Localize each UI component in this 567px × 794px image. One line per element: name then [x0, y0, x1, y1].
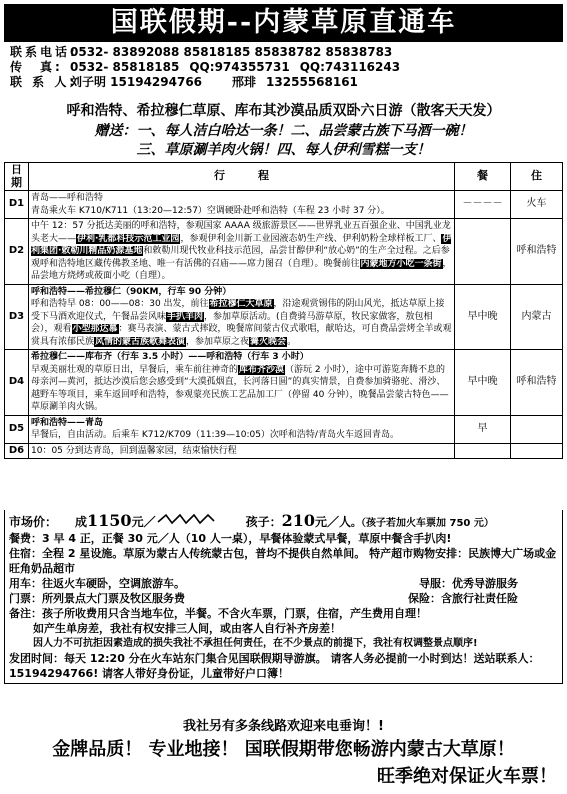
highlight-text: 伊利·乳都科技示范工业园 [77, 233, 180, 244]
header-meals: 餐 [455, 163, 511, 191]
qq1-number: 974355731 [214, 60, 290, 74]
table-row [5, 191, 563, 219]
tel-label: 联系电话: [10, 45, 78, 59]
contact-block [10, 45, 560, 90]
child-note: 。（孩子若加火车票加 750 元） [351, 518, 494, 529]
gift-line-2: 三、草原涮羊肉火锅！四、每人伊利雪糕一支！ [136, 142, 431, 158]
meals-cell: 早中晚 [455, 284, 511, 350]
table-row [5, 350, 563, 416]
stay-cell: 呼和浩特 [511, 350, 563, 416]
highlight-text: 库布齐沙漠 [239, 364, 285, 375]
market-label: 市场价： [9, 515, 58, 529]
stay-cell: 火车 [511, 191, 563, 219]
footer-ticket-guarantee: 旺季绝对保证火车票！ [377, 766, 557, 787]
highlight-text: 风情的蒙古族歌舞表演 [95, 336, 186, 347]
itinerary-line: 10：05 分到达青岛，回到温馨家园，结束愉快行程 [31, 445, 237, 456]
itinerary-text: 早观美丽壮观的草原日出，早餐后，乘车前往神奇的 [31, 364, 239, 375]
person-row [10, 75, 560, 90]
itinerary-line: 早餐后，自由活动。后乘车 K712/K709（11:39—10:05）次呼和浩特/青岛火车返回青岛。 [31, 430, 399, 440]
stay-cell: 内蒙古 [511, 284, 563, 350]
meals-cell: 早 [455, 415, 511, 443]
itinerary-text: ，品尝地方烧烤或莜面小吃（自理）。 [31, 258, 452, 281]
itinerary-cell [29, 443, 455, 459]
itinerary-line: 希拉穆仁——库布齐（行车 3.5 小时）——呼和浩特（行车 3 小时） [31, 352, 309, 362]
depart-info: 发团时间：每天 12:20 分在火车站东门集合见国联假期导游旗。 请客人务必提前一小时到达！送站联系人：15194294766! 请客人带好身份证，儿童带好户口簿！ [9, 652, 540, 680]
itinerary-line: 呼和浩特——希拉穆仁（90KM，行车 90 分钟） [31, 286, 232, 297]
itinerary-cell [29, 219, 455, 285]
gift-line-1: 赠送：一、每人洁白哈达一条！二、品尝蒙古族下马酒一碗！ [94, 123, 473, 139]
stay-line: 住宿：全程 2 星设施。草原为蒙古人传统蒙古包，普均不提供自然单间。 特产超市购物安排：民族博大广场或金旺角奶品超市 [9, 547, 557, 575]
footer-slogan: 金牌品质！ 专业地接！ 国联假期带您畅游内蒙古大草原！ [52, 739, 515, 760]
itinerary-cell [29, 284, 455, 350]
qq1-label: QQ: [189, 60, 215, 74]
table-header-row [5, 163, 563, 191]
itinerary-cell [29, 415, 455, 443]
day-cell: D5 [5, 415, 29, 443]
tel-numbers: 0532- 83892088 85818185 85838782 85838783 [70, 45, 393, 59]
price-row [9, 512, 558, 531]
meals-cell [455, 443, 511, 459]
itinerary-text: （游玩 2 小时），途中可游览奔腾不息的母亲河—黄河，抵达沙漠后您会感受到“大漠孤烟直，长河落日圆”的真实情景，自费参加骑骆驼、滑沙、越野车等项目，乘车返回呼和浩特，参观蒙亮民族工艺品加工厂（停留 40 分钟），晚餐品尝蒙古特色——草原涮羊肉火锅。 [31, 364, 449, 412]
meals-cell [455, 219, 511, 285]
person1: 刘子明 15194294766 [70, 75, 203, 89]
meals-cell: 早中晚 [455, 350, 511, 416]
highlight-text: 手扒羊肉 [167, 311, 204, 322]
notes-line-2: 如产生单房差，我社有权安排三人间，或由客人自行补齐房差！ [33, 622, 341, 635]
insurance-label: 保险：含旅行社责任险 [408, 592, 518, 605]
qq2-label: QQ: [299, 60, 325, 74]
itinerary-cell [29, 350, 455, 416]
person2-label: 邢琲 [232, 75, 257, 89]
transport-guide-row [9, 576, 558, 591]
highlight-text: 小型那达慕 [72, 324, 118, 334]
itinerary-text: ，沿途观赏锡伟的阴山风光，抵达草原上接受下马酒欢迎仪式，午餐品尝风味 [31, 299, 445, 322]
itinerary-line: 青岛乘火车 K710/K711（13:20—12:57）空调硬卧赴呼和浩特（车程 23 小时 37 分）。 [31, 205, 390, 216]
stay-cell: 呼和浩特 [511, 219, 563, 285]
child-unit: 元／人 [315, 515, 352, 529]
market-prefix: 成 [75, 515, 88, 529]
person-label: 联 系 人: [10, 75, 78, 89]
fax-label: 传 真: [10, 60, 63, 74]
transport-label: 用车：往返火车硬卧，空调旅游车。 [9, 577, 185, 590]
qq2-number: 743116243 [324, 60, 401, 74]
itinerary-text: 中午 12：57 分抵达美丽的呼和浩特，参观国家 AAAA 级旅游景区——世界乳业五百强企业、中国乳业龙头老大—— [31, 221, 451, 244]
itinerary-text: 呼和浩特早 08：00——08：30 出发，前往 [31, 299, 209, 309]
notes-line-3: 因人力不可抗拒因素造成的损失我社不承担任何责任，在不少景点的前提下，我社有权调整景点顺序! [33, 638, 478, 649]
scribble-mark [156, 512, 216, 526]
meals-cell: －－－－ [455, 191, 511, 219]
day-cell: D2 [5, 219, 29, 285]
person2: 13255568161 [266, 75, 358, 89]
itinerary-line: 呼和浩特——青岛 [31, 417, 104, 428]
itinerary-text: ：赛马表演、蒙古式摔跤，晚餐席间蒙古仪式歌唱，献哈达，可自费品尝烤全羊或观赏具有浓郁民族 [31, 324, 452, 347]
itinerary-text: ，参加草原活动。(自费骑马游草原，牧民家做客，敖包相会），观看 [31, 311, 433, 334]
stay-cell [511, 415, 563, 443]
header-day: 日期 [5, 163, 29, 191]
meals-line: 餐费：3 早 4 正，正餐 30 元／人（10 人一桌），早餐体验蒙式早餐，草原中餐含手扒肉! [9, 532, 452, 545]
itinerary-text: ，参观伊利金川新工业园液态奶生产线、伊利奶粉全球样板工厂、 [180, 233, 442, 244]
highlight-text: 希拉穆仁大草原 [209, 299, 273, 309]
day-cell: D6 [5, 443, 29, 459]
child-label: 孩子： [245, 515, 282, 529]
stay-cell [511, 443, 563, 459]
highlight-text: 内蒙地方小吃一条街 [360, 258, 442, 269]
table-row [5, 415, 563, 443]
itinerary-line: 青岛——呼和浩特 [31, 193, 104, 203]
table-row [5, 284, 563, 350]
table-row [5, 443, 563, 459]
itinerary-text: ，参加草原之夜 [186, 336, 250, 347]
itinerary-text: 。 [287, 336, 297, 347]
header-stay: 住 [511, 163, 563, 191]
guide-label: 导服：优秀导游服务 [419, 577, 518, 590]
itinerary-text: 和敕勒川现代牧业科技示范园，品尝甘醇伊利“放心奶”的生产全过程。之后参观呼和浩特地区藏传佛教圣地、唯一有活佛的召庙——席力图召（自理）。晚餐前往 [31, 246, 450, 269]
market-unit: 元／ [131, 515, 156, 529]
itinerary-table [4, 162, 563, 459]
highlight-text: 篝火晚会 [250, 336, 287, 347]
header-itinerary: 行 程 [29, 163, 455, 191]
highlight-text: 伊利集团·敕勒川精品奶源基地 [31, 233, 452, 256]
day-cell: D1 [5, 191, 29, 219]
route-title: 呼和浩特、希拉穆仁草原、库布其沙漠品质双卧六日游（散客天天发） [66, 103, 501, 119]
tel-row [10, 45, 560, 60]
price-and-details [4, 510, 563, 684]
banner-title: 国联假期--内蒙草原直通车 [4, 4, 563, 42]
day-cell: D3 [5, 284, 29, 350]
footer-more-routes: 我社另有多条线路欢迎来电垂询！! [183, 719, 384, 734]
fax-row [10, 60, 560, 75]
table-row [5, 219, 563, 285]
itinerary-cell [29, 191, 455, 219]
tickets-label: 门票：所列景点大门票及牧区服务费 [9, 592, 185, 605]
tickets-insurance-row [9, 591, 558, 606]
child-price: 210 [281, 511, 315, 530]
day-cell: D4 [5, 350, 29, 416]
market-price: 1150 [87, 511, 132, 530]
fax-number: 0532- 85818185 [70, 60, 180, 74]
notes-line-1: 备注：孩子所收费用只含当地车位，半餐。不含火车票，门票，住宿，产生费用自理！ [9, 607, 427, 620]
